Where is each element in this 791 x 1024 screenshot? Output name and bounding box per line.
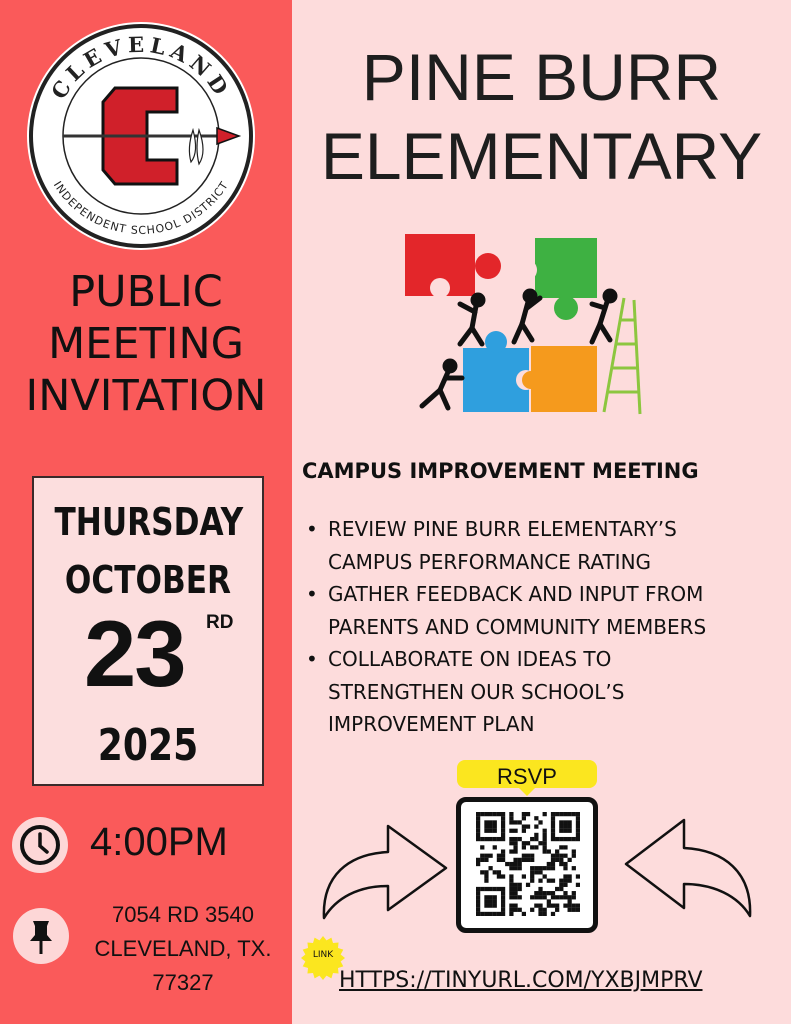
district-logo: [25, 20, 257, 252]
agenda-item-1-line-1: • REVIEW PINE BURR ELEMENTARY’S: [328, 517, 677, 541]
address: [78, 898, 288, 1000]
clock-icon: [11, 816, 69, 874]
puzzle-teamwork-illustration: [400, 228, 650, 418]
pushpin-icon: [12, 907, 70, 965]
logo-bottom-text: INDEPENDENT SCHOOL DISTRICT: [50, 178, 232, 238]
agenda-item-2-line-2: PARENTS AND COMMUNITY MEMBERS: [328, 614, 707, 639]
rsvp-label: RSVP: [497, 764, 557, 789]
school-name: [292, 38, 791, 196]
address-line-2: CLEVELAND, TX.: [94, 936, 272, 961]
list-item: [300, 513, 780, 578]
agenda-item-3-line-1: • COLLABORATE ON IDEAS TO: [328, 647, 612, 671]
meeting-title: CAMPUS IMPROVEMENT MEETING: [302, 459, 699, 483]
logo-top-text: CLEVELAND: [45, 31, 237, 104]
qr-code-frame[interactable]: [456, 797, 598, 933]
year: 2025: [97, 720, 199, 771]
day-number: 23: [84, 601, 185, 706]
date-box: [32, 476, 264, 786]
ladder: [604, 298, 640, 414]
curved-arrow-icon: [318, 806, 450, 926]
red-puzzle-piece: [405, 234, 501, 298]
list-item: [300, 578, 780, 643]
invitation-line-3: INVITATION: [25, 371, 267, 421]
invitation-line-1: PUBLIC: [69, 267, 223, 317]
rsvp-url-link[interactable]: HTTPS://TINYURL.COM/YXBJMPRV: [339, 968, 703, 993]
list-item: [300, 643, 780, 741]
agenda-item-3-line-2: STRENGTHEN OUR SCHOOL’S: [328, 679, 625, 704]
month: OCTOBER: [64, 558, 232, 602]
day-suffix: RD: [206, 612, 234, 633]
invitation-heading: [0, 266, 292, 422]
invitation-line-2: MEETING: [48, 319, 244, 369]
address-line-1: 7054 RD 3540: [112, 902, 254, 927]
orange-puzzle-piece: [522, 346, 597, 412]
agenda-item-2-line-1: • GATHER FEEDBACK AND INPUT FROM: [328, 582, 704, 606]
school-name-line-2: ELEMENTARY: [320, 119, 763, 193]
agenda-list: [300, 513, 780, 741]
agenda-item-3-line-3: IMPROVEMENT PLAN: [328, 712, 535, 736]
weekday: THURSDAY: [54, 500, 244, 544]
agenda-item-1-line-2: CAMPUS PERFORMANCE RATING: [328, 549, 652, 574]
school-name-line-1: PINE BURR: [361, 40, 722, 114]
meeting-time: 4:00PM: [90, 820, 228, 864]
curved-arrow-icon: [620, 800, 756, 924]
qr-code[interactable]: [476, 812, 580, 916]
blue-puzzle-piece: [463, 331, 536, 412]
address-line-3: 77327: [152, 970, 214, 995]
link-badge-label: LINK: [312, 950, 334, 960]
